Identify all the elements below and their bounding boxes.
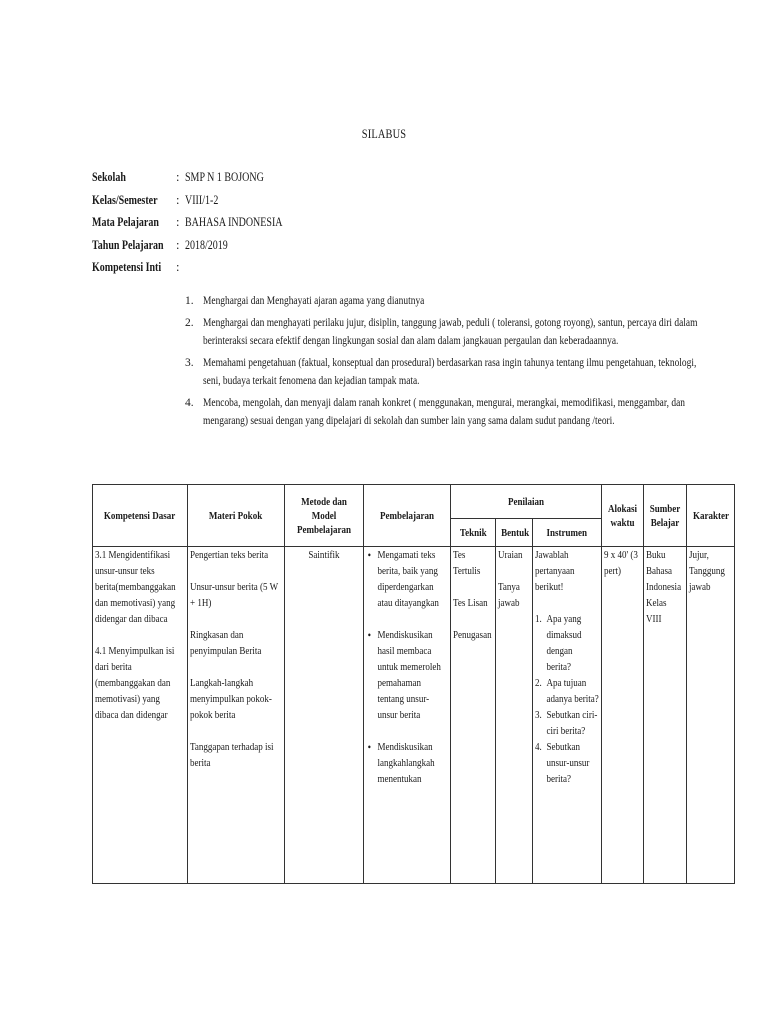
- meta-sekolah: Sekolah : SMP N 1 BOJONG: [92, 170, 264, 184]
- table-row: [93, 547, 735, 884]
- header-sumber-belajar: Sumber Belajar: [644, 485, 687, 547]
- meta-mata-pelajaran: Mata Pelajaran : BAHASA INDONESIA: [92, 215, 283, 229]
- meta-value: 2018/2019: [185, 237, 228, 252]
- list-item: 3. Memahami pengetahuan (faktual, konseptual dan prosedural) berdasarkan rasa ingin tahunya tentang ilmu pengetahuan, teknologi, seni, budaya terkait fenomena dan kejadian tampak mata.: [185, 357, 697, 387]
- list-item: 2. Menghargai dan menghayati perilaku jujur, disiplin, tanggung jawab, peduli ( toleransi, gotong royong), santun, percaya diri dalam berinteraksi secara efektif dengan lingkungan sosial dan alam dalam jangkauan pergaulan dan keberadaannya.: [185, 317, 698, 347]
- list-item: 1. Menghargai dan Menghayati ajaran agama yang dianutnya: [185, 295, 425, 307]
- cell-bentuk: Uraian Tanya jawab: [496, 547, 533, 884]
- header-alokasi-waktu: Alokasi waktu: [602, 485, 644, 547]
- header-bentuk: Bentuk: [496, 519, 533, 547]
- meta-value: VIII/1-2: [185, 192, 219, 207]
- list-item: 1. Apa yang dimaksud dengan berita?: [535, 613, 582, 673]
- header-materi-pokok: Materi Pokok: [188, 485, 285, 547]
- header-pembelajaran: Pembelajaran: [364, 485, 451, 547]
- kompetensi-inti-list: [185, 292, 705, 434]
- cell-kompetensi-dasar: 3.1 Mengidentifikasi unsur-unsur teks berita(membanggakan dan memotivasi) yang didengar dan dibaca 4.1 Menyimpulkan isi dari berita (membanggakan dan memotivasi) yang dibaca dan didengar: [93, 547, 188, 884]
- cell-sumber-belajar: Buku Bahasa Indonesia Kelas VIII: [644, 547, 687, 884]
- meta-label: Sekolah: [92, 170, 126, 184]
- meta-label: Kelas/Semester: [92, 192, 158, 207]
- meta-kompetensi-inti: Kompetensi Inti :: [92, 260, 180, 274]
- document-title: SILABUS: [361, 126, 407, 141]
- header-teknik: Teknik: [451, 519, 496, 547]
- cell-pembelajaran: [364, 547, 451, 884]
- silabus-table: [92, 484, 735, 884]
- cell-metode: Saintifik: [285, 547, 364, 884]
- list-item: 4. Mencoba, mengolah, dan menyaji dalam ranah konkret ( menggunakan, mengurai, merangkai, memodifikasi, menggambar, dan mengarang) sesuai dengan yang dipelajari di sekolah dan sumber lain yang sama dalam sudut pandang /teori.: [185, 397, 685, 427]
- list-item: 4. Sebutkan unsur-unsur berita?: [535, 741, 590, 785]
- cell-karakter: Jujur, Tanggung jawab: [687, 547, 735, 884]
- meta-label: Tahun Pelajaran: [92, 237, 164, 252]
- header-penilaian: Penilaian: [451, 485, 602, 519]
- header-karakter: Karakter: [687, 485, 735, 547]
- meta-kelas-semester: Kelas/Semester : VIII/1-2: [92, 192, 219, 207]
- list-item: • Mendiskusikan langkahlangkah menentukan: [366, 739, 448, 787]
- cell-teknik: Tes Tertulis Tes Lisan Penugasan: [451, 547, 496, 884]
- meta-label: Kompetensi Inti: [92, 260, 162, 274]
- cell-alokasi-waktu: 9 x 40' (3 pert): [602, 547, 644, 884]
- meta-value: SMP N 1 BOJONG: [185, 170, 264, 184]
- meta-label: Mata Pelajaran: [92, 215, 159, 229]
- cell-materi-pokok: Pengertian teks berita Unsur-unsur berita (5 W + 1H) Ringkasan dan penyimpulan Berita Langkah-langkah menyimpulkan pokok-pokok berita Tanggapan terhadap isi berita: [188, 547, 285, 884]
- list-item: • Mendiskusikan hasil membaca untuk memeroleh pemahaman tentang unsur-unsur berita: [366, 627, 448, 723]
- header-metode: Metode dan Model Pembelajaran: [285, 485, 364, 547]
- cell-instrumen: Jawablah pertanyaan berikut! 1. Apa yang dimaksud dengan berita? 2. Apa tujuan adanya berita? 3. Sebutkan ciri-ciri berita? 4. Sebutkan unsur-unsur berita?: [533, 547, 602, 884]
- document-meta: [92, 170, 712, 283]
- list-item: 2. Apa tujuan adanya berita?: [535, 677, 599, 705]
- header-instrumen: Instrumen: [533, 519, 602, 547]
- meta-tahun-pelajaran: Tahun Pelajaran : 2018/2019: [92, 237, 228, 252]
- list-item: • Mengamati teks berita, baik yang diperdengarkan atau ditayangkan: [366, 547, 448, 611]
- list-item: 3. Sebutkan ciri-ciri berita?: [535, 709, 598, 737]
- header-kompetensi-dasar: Kompetensi Dasar: [93, 485, 188, 547]
- meta-value: BAHASA INDONESIA: [185, 215, 283, 229]
